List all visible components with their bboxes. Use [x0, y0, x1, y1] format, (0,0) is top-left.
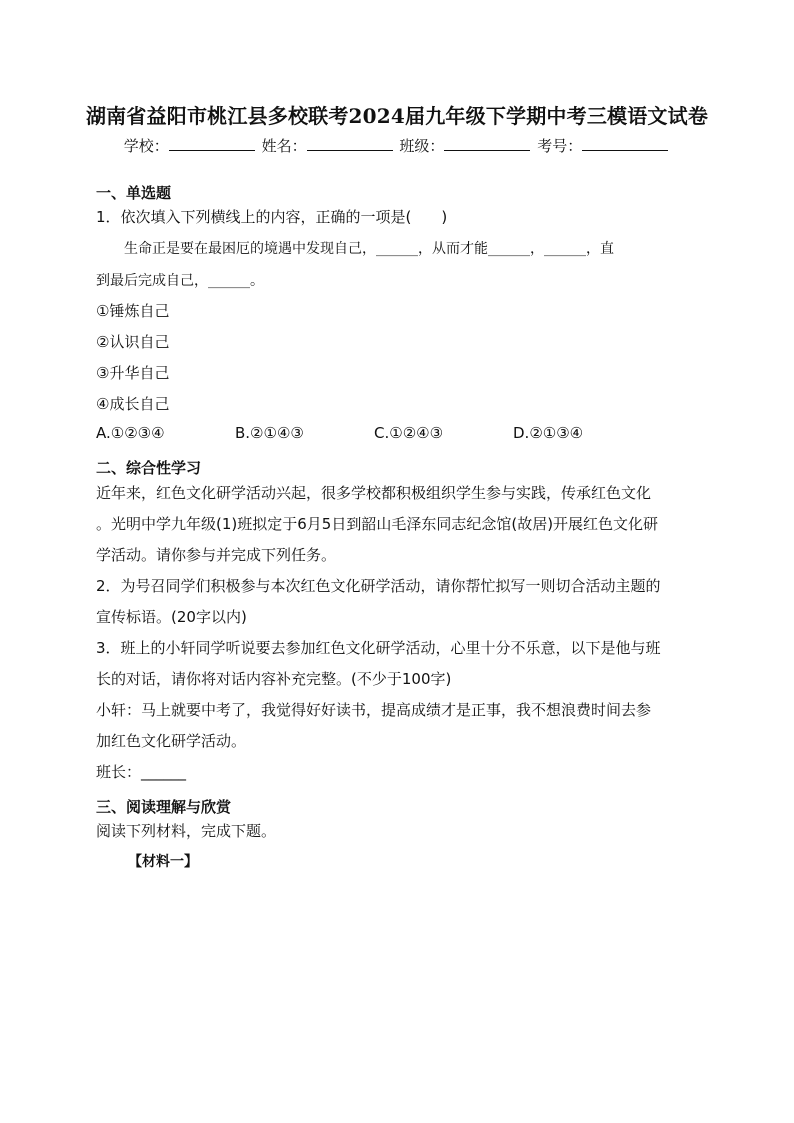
student-info-row — [0, 135, 794, 156]
exam-title: 湖南省益阳市桃江县多校联考2024届九年级下学期中考三模语文试卷 — [85, 104, 709, 128]
material-1-label: 【材料一】 — [128, 854, 198, 870]
question-1-item-3: ③升华自己 — [96, 364, 170, 382]
name-blank[interactable] — [307, 136, 393, 151]
section-2-intro-line-1: 近年来，红色文化研学活动兴起，很多学校都积极组织学生参与实践，传承红色文化 — [96, 484, 652, 502]
question-1-options — [96, 424, 652, 442]
question-1-passage-line-2: 到最后完成自己，______。 — [96, 273, 264, 289]
question-1-item-4: ④成长自己 — [96, 395, 170, 413]
question-1-passage-line-1: 生命正是要在最困厄的境遇中发现自己，______，从而才能______，______，直 — [96, 241, 614, 257]
question-1-item-2: ②认识自己 — [96, 333, 170, 351]
question-2-line-1: 2．为号召同学们积极参与本次红色文化研学活动，请你帮忙拟写一则切合活动主题的 — [96, 577, 661, 595]
question-1-stem: 1．依次填入下列横线上的内容，正确的一项是( ) — [96, 208, 448, 226]
section-heading-reading: 三、阅读理解与欣赏 — [96, 798, 232, 816]
section-2-intro-line-3: 学活动。请你参与并完成下列任务。 — [96, 546, 337, 564]
question-3-line-2: 长的对话，请你将对话内容补充完整。(不少于100字) — [96, 670, 452, 688]
section-3-instruction: 阅读下列材料，完成下题。 — [96, 822, 277, 840]
exam-no-label: 考号： — [537, 137, 583, 155]
question-1-item-1: ①锤炼自己 — [96, 302, 170, 320]
dialog-line-1: 小轩：马上就要中考了，我觉得好好读书，提高成绩才是正事，我不想浪费时间去参 — [96, 701, 652, 719]
question-3-line-1: 3．班上的小轩同学听说要去参加红色文化研学活动，心里十分不乐意，以下是他与班 — [96, 639, 661, 657]
option-d[interactable]: D.②①③④ — [513, 424, 584, 442]
option-c[interactable]: C.①②④③ — [374, 424, 444, 442]
name-label: 姓名： — [261, 137, 307, 155]
option-a[interactable]: A.①②③④ — [96, 424, 165, 442]
option-b[interactable]: B.②①④③ — [235, 424, 304, 442]
school-label: 学校： — [123, 137, 169, 155]
section-heading-single-choice: 一、单选题 — [96, 184, 172, 202]
class-blank[interactable] — [444, 136, 530, 151]
section-heading-comprehensive: 二、综合性学习 — [96, 459, 202, 477]
dialog-line-2: 加红色文化研学活动。 — [96, 732, 247, 750]
question-2-line-2: 宣传标语。(20字以内) — [96, 608, 247, 626]
exam-no-blank[interactable] — [582, 136, 668, 151]
class-label: 班级： — [399, 137, 445, 155]
school-blank[interactable] — [169, 136, 255, 151]
dialog-reply: 班长：______ — [96, 763, 187, 781]
section-2-intro-line-2: 。光明中学九年级(1)班拟定于6月5日到韶山毛泽东同志纪念馆(故居)开展红色文化研 — [96, 515, 659, 533]
